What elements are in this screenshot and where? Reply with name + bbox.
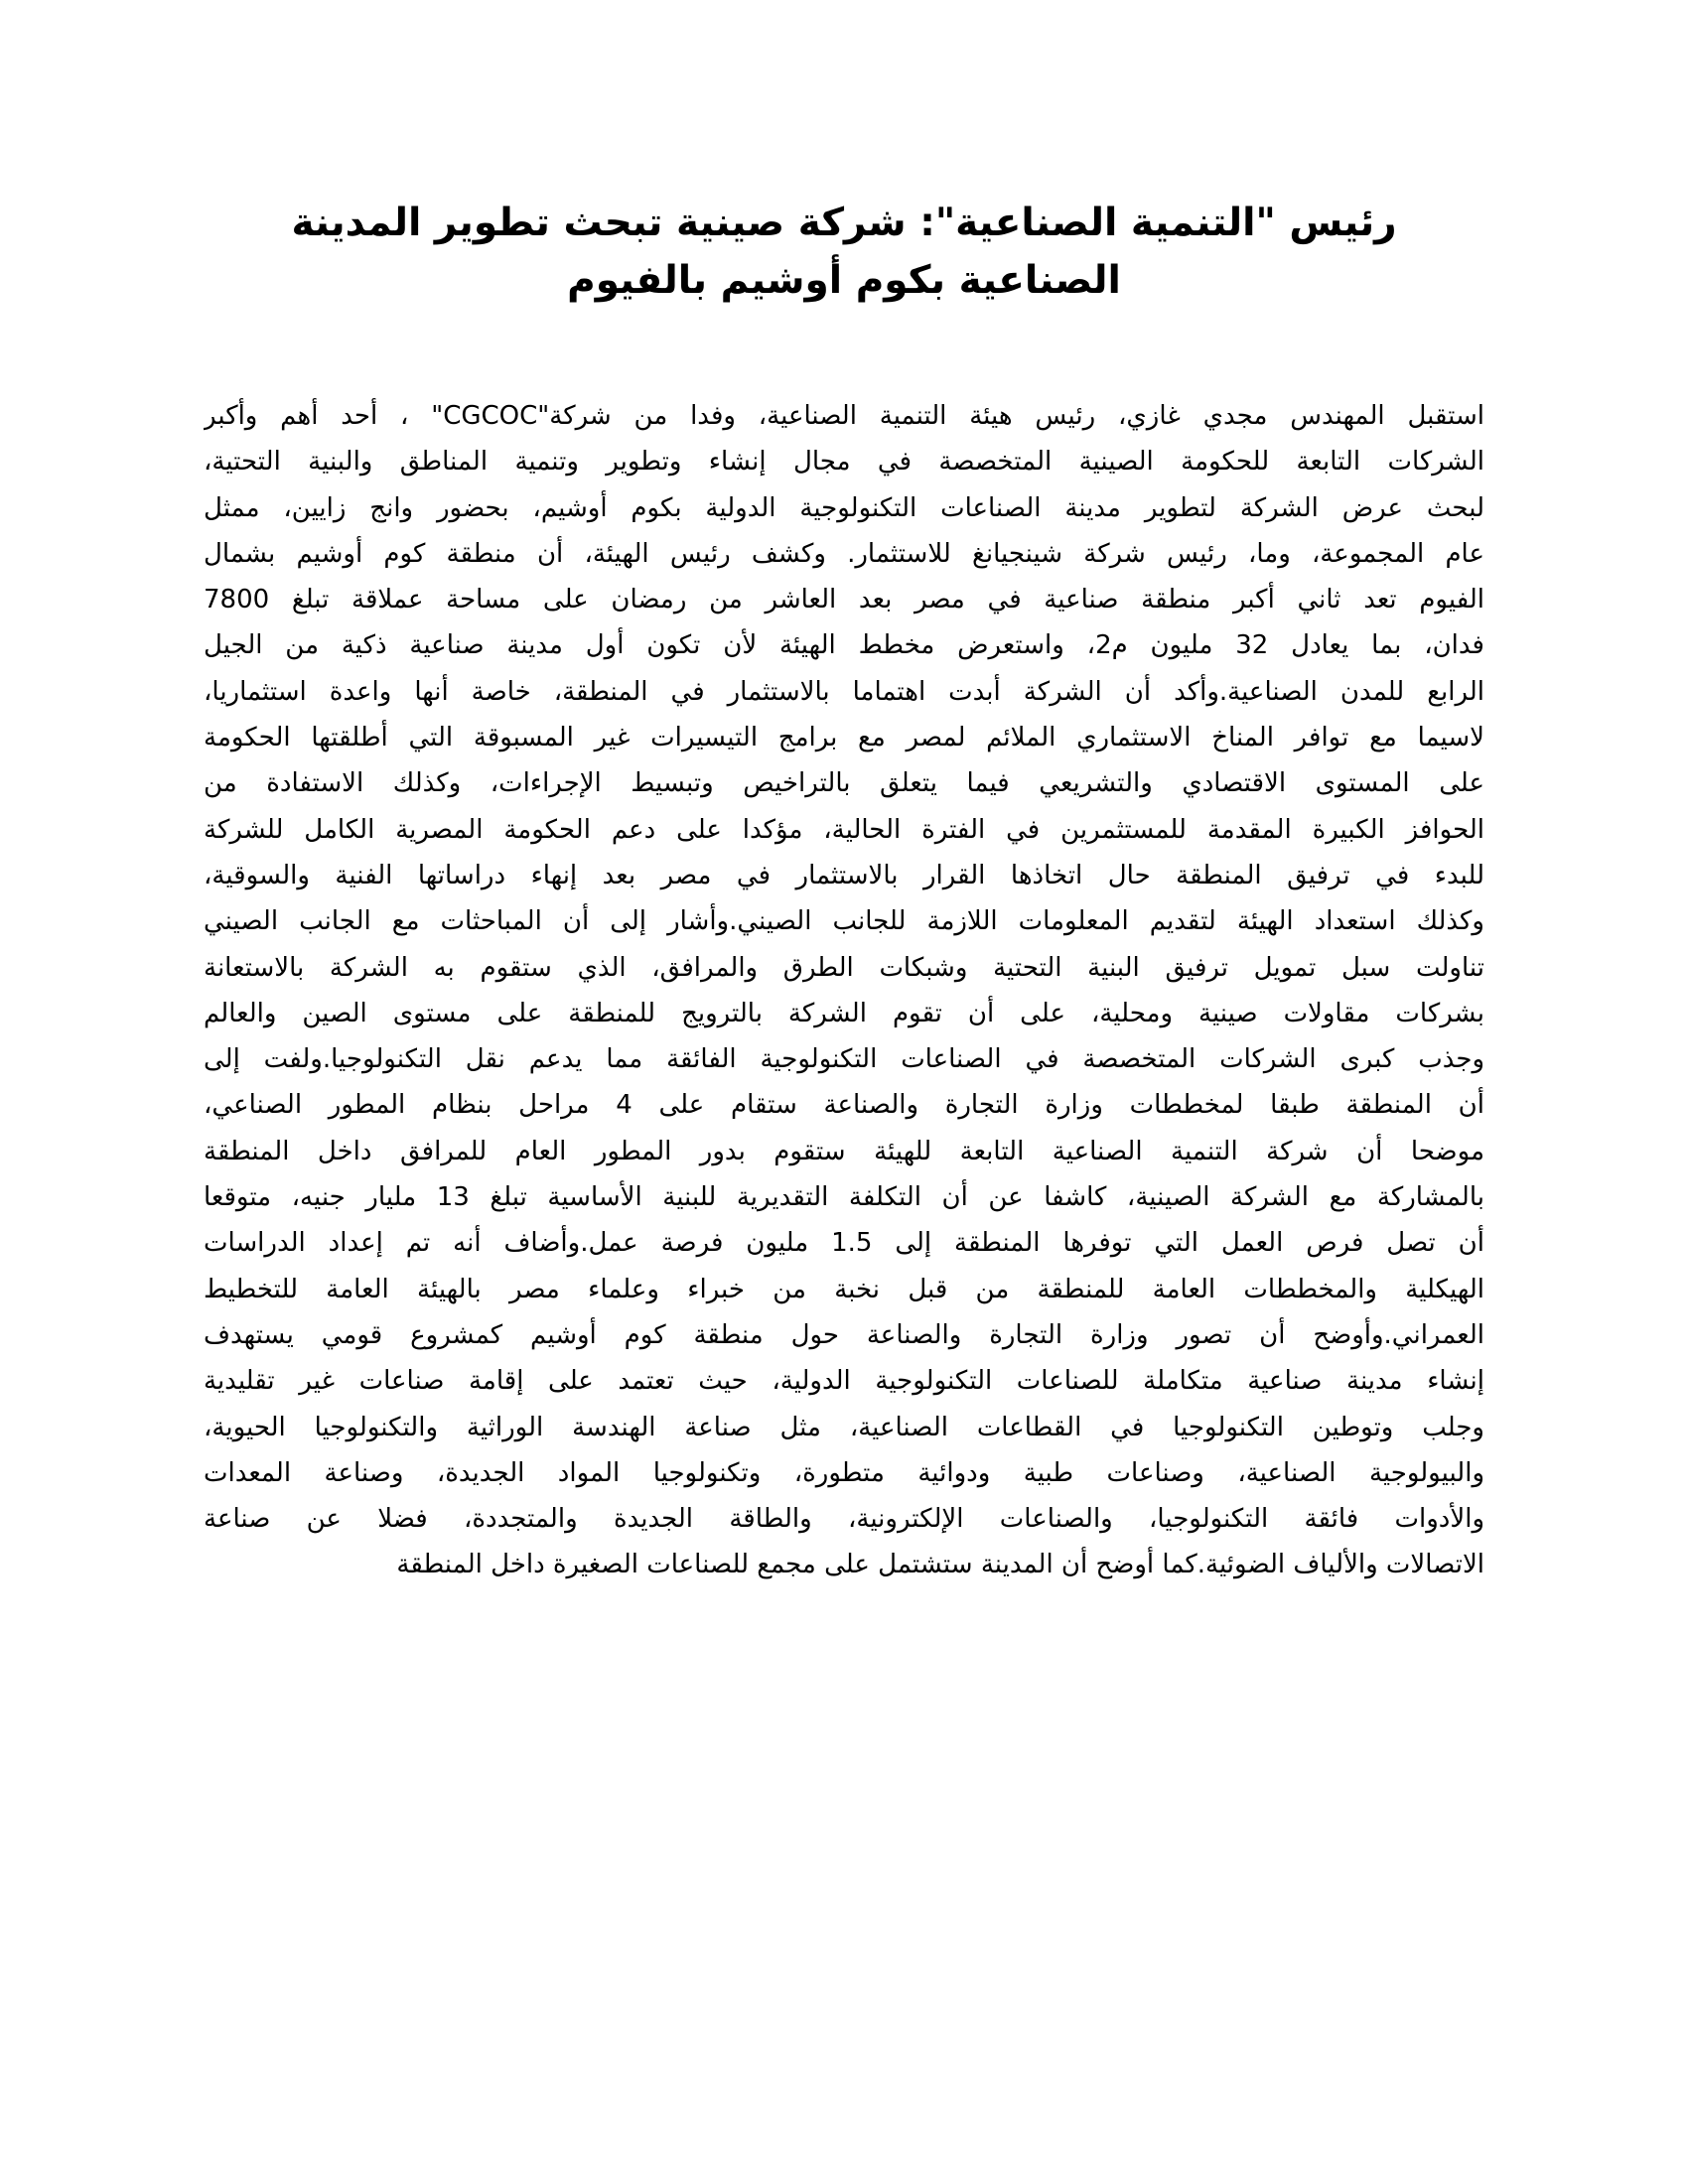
body-line: أن تصل فرص العمل التي توفرها المنطقة إلى 1.5 مليون فرصة عمل.وأضاف أنه تم إعداد الدراسات: [204, 1228, 1484, 1259]
body-line: بالمشاركة مع الشركة الصينية، كاشفا عن أن التكلفة التقديرية للبنية الأساسية تبلغ 13 مليار جنيه، متوقعا: [204, 1182, 1484, 1213]
body-line: والأدوات فائقة التكنولوجيا، والصناعات الإلكترونية، والطاقة الجديدة والمتجددة، فضلا عن صناعة: [204, 1504, 1484, 1535]
body-line: لاسيما مع توافر المناخ الاستثماري الملائم لمصر مع برامج التيسيرات غير المسبوقة التي أطلقتها الحكومة: [204, 723, 1484, 753]
body-line: الاتصالات والألياف الضوئية.كما أوضح أن المدينة ستشتمل على مجمع للصناعات الصغيرة داخل المنطقة: [396, 1550, 1484, 1580]
body-line: عام المجموعة، وما، رئيس شركة شينجيانغ للاستثمار. وكشف رئيس الهيئة، أن منطقة كوم أوشيم بشمال: [204, 538, 1484, 569]
body-line: استقبل المهندس مجدي غازي، رئيس هيئة التنمية الصناعية، وفدا من شركة"CGCOC" ، أحد أهم وأكبر: [204, 401, 1484, 431]
body-line: والبيولوجية الصناعية، وصناعات طبية ودوائية متطورة، وتكنولوجيا المواد الجديدة، وصناعة المعدات: [204, 1457, 1484, 1488]
body-line: وكذلك استعداد الهيئة لتقديم المعلومات اللازمة للجانب الصيني.وأشار إلى أن المباحثات مع الجانب الصيني: [204, 906, 1484, 937]
body-line: تناولت سبل تمويل ترفيق البنية التحتية وشبكات الطرق والمرافق، الذي ستقوم به الشركة بالاستعانة: [204, 952, 1484, 983]
body-line: موضحا أن شركة التنمية الصناعية التابعة للهيئة ستقوم بدور المطور العام للمرافق داخل المنطقة: [204, 1136, 1484, 1166]
body-line: للبدء في ترفيق المنطقة حال اتخاذها القرار بالاستثمار في مصر بعد إنهاء دراساتها الفنية والسوقية،: [204, 860, 1484, 890]
article-body: [204, 393, 1484, 1588]
body-line: وجلب وتوطين التكنولوجيا في القطاعات الصناعية، مثل صناعة الهندسة الوراثية والتكنولوجيا الحيوية،: [204, 1412, 1484, 1442]
body-line: بشركات مقاولات صينية ومحلية، على أن تقوم الشركة بالترويج للمنطقة على مستوى الصين والعالم: [204, 998, 1484, 1028]
body-line: العمراني.وأوضح أن تصور وزارة التجارة والصناعة حول منطقة كوم أوشيم كمشروع قومي يستهدف: [204, 1319, 1484, 1350]
body-line: الرابع للمدن الصناعية.وأكد أن الشركة أبدت اهتماما بالاستثمار في المنطقة، خاصة أنها واعدة استثماريا،: [204, 676, 1484, 707]
body-line: أن المنطقة طبقا لمخططات وزارة التجارة والصناعة ستقام على 4 مراحل بنظام المطور الصناعي،: [204, 1090, 1484, 1121]
article-title: رئيس "التنمية الصناعية": شركة صينية تبحث تطوير المدينة الصناعية بكوم أوشيم بالفيوم: [291, 201, 1397, 303]
body-line: الفيوم تعد ثاني أكبر منطقة صناعية في مصر بعد العاشر من رمضان على مساحة عملاقة تبلغ 7800: [204, 585, 1484, 615]
body-line: الهيكلية والمخططات العامة للمنطقة من قبل نخبة من خبراء وعلماء مصر بالهيئة العامة للتخطيط: [204, 1274, 1484, 1304]
body-line: لبحث عرض الشركة لتطوير مدينة الصناعات التكنولوجية الدولية بكوم أوشيم، بحضور وانج زايين، ممثل: [204, 492, 1484, 523]
body-line: وجذب كبرى الشركات المتخصصة في الصناعات التكنولوجية الفائقة مما يدعم نقل التكنولوجيا.ولفت إلى: [204, 1044, 1484, 1075]
body-line: فدان، بما يعادل 32 مليون م2، واستعرض مخطط الهيئة لأن تكون أول مدينة صناعية ذكية من الجيل: [204, 630, 1484, 661]
body-line: على المستوى الاقتصادي والتشريعي فيما يتعلق بالتراخيص وتبسيط الإجراءات، وكذلك الاستفادة من: [204, 768, 1484, 799]
body-line: الحوافز الكبيرة المقدمة للمستثمرين في الفترة الحالية، مؤكدا على دعم الحكومة المصرية الكامل للشركة: [204, 814, 1484, 845]
body-line: الشركات التابعة للحكومة الصينية المتخصصة في مجال إنشاء وتطوير وتنمية المناطق والبنية التحتية،: [204, 447, 1484, 478]
body-line: إنشاء مدينة صناعية متكاملة للصناعات التكنولوجية الدولية، حيث تعتمد على إقامة صناعات غير تقليدية: [204, 1366, 1484, 1397]
